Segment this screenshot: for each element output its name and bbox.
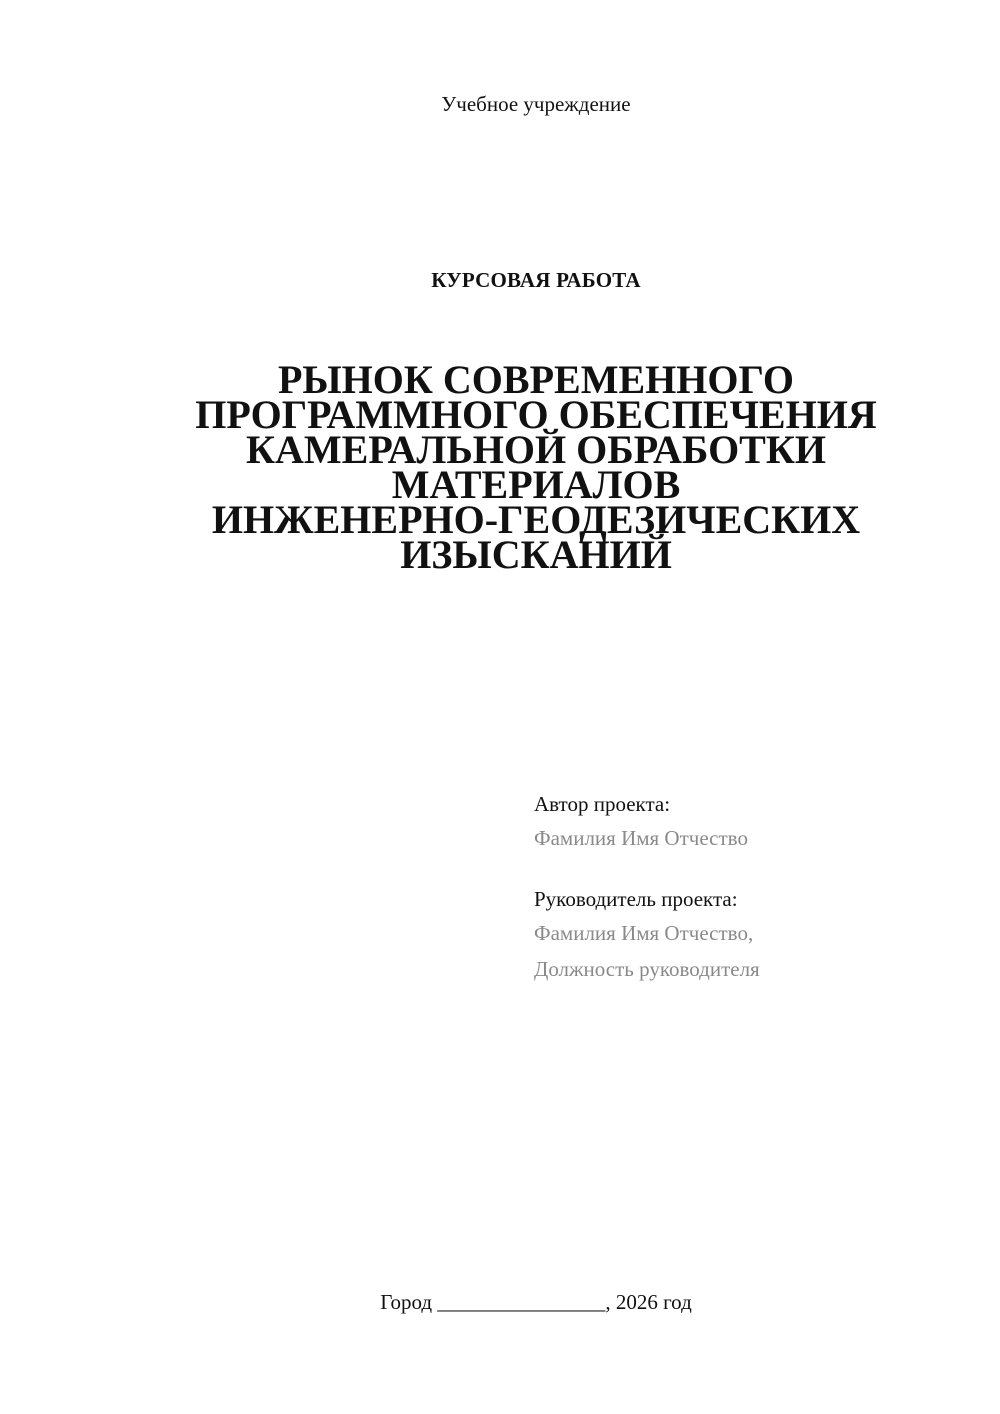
title-line: ПРОГРАММНОГО ОБЕСПЕЧЕНИЯ xyxy=(195,392,877,437)
people-block xyxy=(534,788,974,987)
author-name: Фамилия Имя Отчество xyxy=(534,826,748,850)
document-type: КУРСОВАЯ РАБОТА xyxy=(431,268,641,292)
supervisor-name: Фамилия Имя Отчество, xyxy=(534,921,754,945)
title-line: ИЗЫСКАНИЙ xyxy=(400,532,672,577)
title-line: РЫНОК СОВРЕМЕННОГО xyxy=(277,357,795,402)
title-line: КАМЕРАЛЬНОЙ ОБРАБОТКИ xyxy=(246,427,826,472)
spacer xyxy=(534,856,974,883)
city-year-line: Город ________________, 2026 год xyxy=(380,1290,692,1314)
supervisor-position: Должность руководителя xyxy=(534,957,760,981)
title-line: ИНЖЕНЕРНО-ГЕОДЕЗИЧЕСКИХ xyxy=(211,497,861,542)
title-line: МАТЕРИАЛОВ xyxy=(391,462,681,507)
document-title xyxy=(186,357,886,577)
supervisor-label: Руководитель проекта: xyxy=(534,887,738,911)
institution-name: Учебное учреждение xyxy=(441,92,631,116)
author-label: Автор проекта: xyxy=(534,792,671,816)
